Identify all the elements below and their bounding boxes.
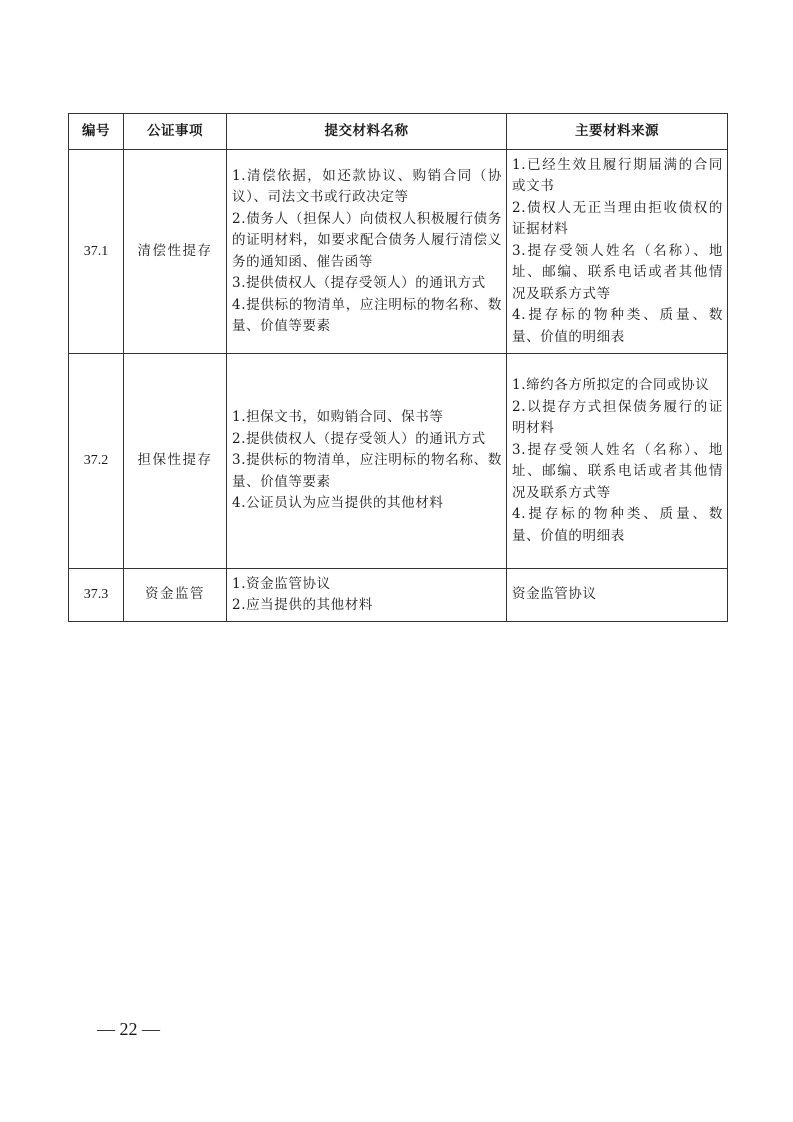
source-line: 2.债权人无正当理由拒收债权的证据材料 bbox=[512, 199, 723, 238]
row-materials bbox=[227, 150, 507, 354]
header-sources: 主要材料来源 bbox=[507, 114, 728, 150]
material-line: 1.清偿依据，如还款协议、购销合同（协议）、司法文书或行政决定等 bbox=[232, 167, 502, 205]
material-line: 2.债务人（担保人）向债权人积极履行债务的证明材料，如要求配合债务人履行清偿义务的通知函、催告函等 bbox=[232, 210, 502, 270]
table-header-row bbox=[69, 114, 728, 150]
row-sources bbox=[507, 354, 728, 569]
table-row bbox=[69, 150, 728, 354]
source-line: 4.提存标的物种类、质量、数量、价值的明细表 bbox=[512, 307, 723, 345]
source-line: 4.提存标的物种类、质量、数量、价值的明细表 bbox=[512, 506, 723, 544]
material-line: 1.担保文书，如购销合同、保书等 bbox=[232, 409, 444, 426]
row-number: 37.2 bbox=[69, 354, 124, 569]
row-notary-item: 担保性提存 bbox=[124, 354, 227, 569]
page-number: — 22 — bbox=[97, 1019, 160, 1039]
row-notary-item: 资金监管 bbox=[124, 569, 227, 622]
table-row bbox=[69, 569, 728, 622]
source-line: 1.缔约各方所拟定的合同或协议 bbox=[512, 377, 710, 393]
source-line: 3.提存受领人姓名（名称）、地址、邮编、联系电话或者其他情况及联系方式等 bbox=[512, 441, 723, 501]
header-notary-item: 公证事项 bbox=[124, 114, 227, 150]
material-line: 3.提供标的物清单，应注明标的物名称、数量、价值等要素 bbox=[232, 452, 502, 490]
row-materials bbox=[227, 354, 507, 569]
row-sources bbox=[507, 569, 728, 622]
source-line: 3.提存受领人姓名（名称）、地址、邮编、联系电话或者其他情况及联系方式等 bbox=[512, 242, 723, 302]
material-line: 2.提供债权人（提存受领人）的通讯方式 bbox=[232, 430, 486, 447]
row-materials bbox=[227, 569, 507, 622]
materials-table-wrapper bbox=[68, 113, 727, 622]
material-line: 4.公证员认为应当提供的其他材料 bbox=[232, 495, 444, 512]
row-number: 37.3 bbox=[69, 569, 124, 622]
notary-materials-table bbox=[68, 113, 728, 622]
row-notary-item: 清偿性提存 bbox=[124, 150, 227, 354]
material-line: 2.应当提供的其他材料 bbox=[232, 597, 373, 613]
table-row bbox=[69, 354, 728, 569]
material-line: 1.资金监管协议 bbox=[232, 575, 331, 592]
row-sources bbox=[507, 150, 728, 354]
source-line: 1.已经生效且履行期届满的合同或文书 bbox=[512, 156, 723, 195]
source-line: 资金监管协议 bbox=[512, 586, 597, 603]
header-number: 编号 bbox=[69, 114, 124, 150]
material-line: 4.提供标的物清单，应注明标的物名称、数量、价值等要素 bbox=[232, 296, 502, 334]
header-materials: 提交材料名称 bbox=[227, 114, 507, 150]
row-number: 37.1 bbox=[69, 150, 124, 354]
source-line: 2.以提存方式担保债务履行的证明材料 bbox=[512, 398, 723, 436]
material-line: 3.提供债权人（提存受领人）的通讯方式 bbox=[232, 275, 486, 291]
